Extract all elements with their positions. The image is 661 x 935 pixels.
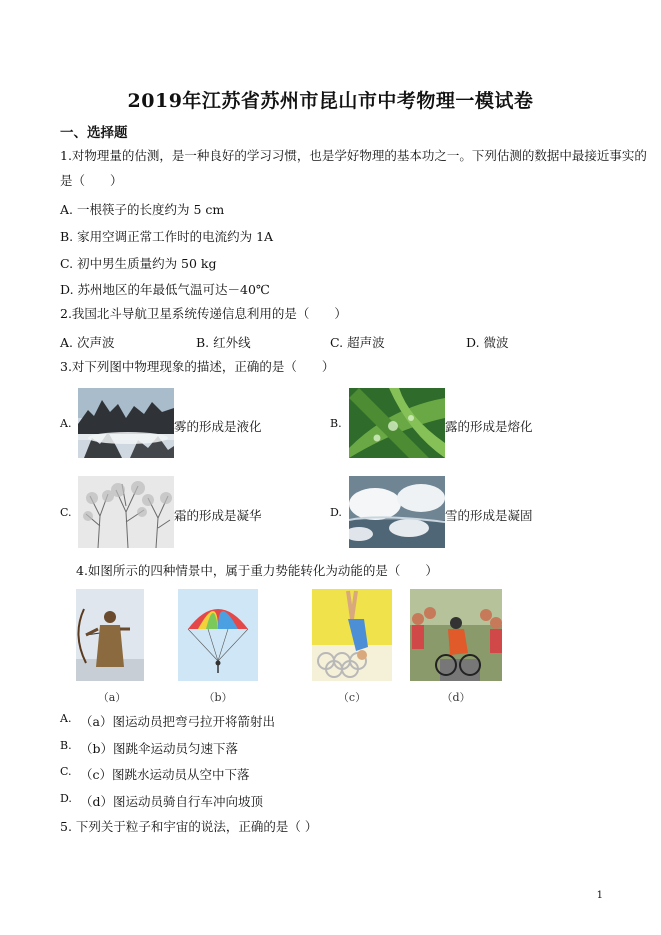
q3-stem: 3.对下列图中物理现象的描述，正确的是（ ） bbox=[60, 359, 335, 374]
caption-a: （a） bbox=[97, 691, 127, 704]
q4-option-a: （a）图运动员把弯弓拉开将箭射出 bbox=[80, 714, 275, 729]
cyclist-image bbox=[410, 589, 502, 681]
q4-option-d-letter: D. bbox=[60, 792, 72, 805]
q2-option-d: D. 微波 bbox=[466, 335, 509, 350]
q3-option-c-text: 霜的形成是凝华 bbox=[174, 508, 262, 523]
q2-option-a: A. 次声波 bbox=[60, 335, 115, 350]
q3-option-a-text: 雾的形成是液化 bbox=[174, 419, 262, 434]
q2-option-b: B. 红外线 bbox=[196, 335, 251, 350]
section-heading: 一、选择题 bbox=[60, 125, 128, 141]
q1-option-a: A. 一根筷子的长度约为 5 cm bbox=[60, 202, 225, 217]
q3-option-c-letter: C. bbox=[60, 506, 72, 519]
q1-stem-line2: 是（ ） bbox=[60, 173, 123, 188]
q3-option-b-text: 露的形成是熔化 bbox=[445, 419, 533, 434]
q4-option-c-letter: C. bbox=[60, 765, 72, 778]
page-title: 2019年江苏省苏州市昆山市中考物理一模试卷 bbox=[127, 90, 534, 112]
q1-option-c: C. 初中男生质量约为 50 kg bbox=[60, 256, 217, 271]
q4-option-a-letter: A. bbox=[60, 712, 72, 725]
frost-tree-image bbox=[78, 476, 174, 548]
q3-option-b-letter: B. bbox=[330, 417, 342, 430]
q4-stem: 4.如图所示的四种情景中，属于重力势能转化为动能的是（ ） bbox=[76, 563, 438, 578]
q1-option-d: D. 苏州地区的年最低气温可达－40℃ bbox=[60, 282, 270, 297]
caption-c: （c） bbox=[337, 691, 367, 704]
q1-option-b: B. 家用空调正常工作时的电流约为 1A bbox=[60, 229, 274, 244]
dew-leaf-image bbox=[349, 388, 445, 458]
q4-option-c: （c）图跳水运动员从空中下落 bbox=[80, 767, 250, 782]
caption-d: （d） bbox=[441, 691, 471, 704]
q5-stem: 5. 下列关于粒子和宇宙的说法，正确的是（ ） bbox=[60, 819, 318, 834]
q3-option-a-letter: A. bbox=[60, 417, 72, 430]
q4-option-b-letter: B. bbox=[60, 739, 72, 752]
page-number: 1 bbox=[596, 890, 603, 901]
q4-option-b: （b）图跳伞运动员匀速下落 bbox=[80, 741, 239, 756]
caption-b: （b） bbox=[203, 691, 233, 704]
q3-option-d-text: 雪的形成是凝固 bbox=[445, 508, 533, 523]
diver-image bbox=[312, 589, 392, 681]
parachute-image bbox=[178, 589, 258, 681]
q4-option-d: （d）图运动员骑自行车冲向坡顶 bbox=[80, 794, 264, 809]
q2-stem: 2.我国北斗导航卫星系统传递信息利用的是（ ） bbox=[60, 306, 347, 321]
q2-option-c: C. 超声波 bbox=[330, 335, 385, 350]
archer-image bbox=[76, 589, 144, 681]
snow-stream-image bbox=[349, 476, 445, 548]
fog-mountain-image bbox=[78, 388, 174, 458]
q3-option-d-letter: D. bbox=[330, 506, 342, 519]
q1-stem-line1: 1.对物理量的估测，是一种良好的学习习惯，也是学好物理的基本功之一。下列估测的数据中最接近事实的 bbox=[60, 148, 647, 163]
